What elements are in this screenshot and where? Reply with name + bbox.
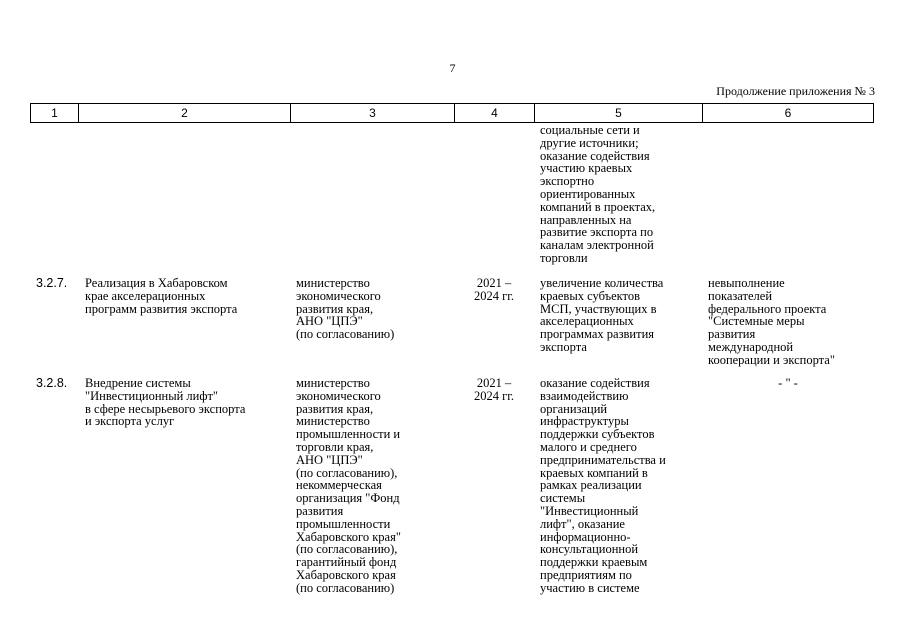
activity-cell: Внедрение системы "Инвестиционный лифт" в сфере несырьевого экспорта и экспорта услуг bbox=[85, 376, 246, 429]
consequence-cell: - " - bbox=[778, 376, 798, 390]
header-col-5: 5 bbox=[534, 103, 703, 123]
result-cell: увеличение количества краевых субъектов МСП, участвующих в акселерационных программах развития экспорта bbox=[540, 276, 664, 354]
header-col-1: 1 bbox=[30, 103, 79, 123]
activity-cell: Реализация в Хабаровском крае акселерационных программ развития экспорта bbox=[85, 276, 238, 316]
row-number: 3.2.8. bbox=[36, 376, 68, 390]
header-col-3: 3 bbox=[290, 103, 455, 123]
consequence-cell: невыполнение показателей федерального проекта "Системные меры развития международной кооперации и экспорта" bbox=[708, 276, 835, 367]
period-cell: 2021 – 2024 гг. bbox=[473, 376, 515, 403]
result-cell: оказание содействия взаимодействию организаций инфраструктуры поддержки субъектов малого и среднего предпринимательства и краевых компаний в рамках реализации системы "Инвестиционный лифт", оказание информационно- консультационной поддержки краевым предприятиям по участию в системе bbox=[540, 376, 666, 595]
executor-cell: министерство экономического развития края, АНО "ЦПЭ" (по согласованию) bbox=[296, 276, 395, 342]
period-cell: 2021 – 2024 гг. bbox=[473, 276, 515, 303]
continuation-note: Продолжение приложения № 3 bbox=[716, 84, 875, 98]
page-number: 7 bbox=[449, 61, 456, 75]
row-number: 3.2.7. bbox=[36, 276, 68, 290]
header-col-2: 2 bbox=[78, 103, 291, 123]
header-col-4: 4 bbox=[454, 103, 535, 123]
executor-cell: министерство экономического развития края, министерство промышленности и торговли края, АНО "ЦПЭ" (по согласованию), некоммерческая организация "Фонд развития промышленности Хабаровского края" (по согласованию), гарантийный фонд Хабаровского края (по согласованию) bbox=[296, 376, 401, 595]
header-col-6: 6 bbox=[702, 103, 874, 123]
carry-over-result: социальные сети и другие источники; оказание содействия участию краевых экспортно ориентированных компаний в проектах, направленных на развитие экспорта по каналам электронной торговли bbox=[540, 123, 656, 265]
